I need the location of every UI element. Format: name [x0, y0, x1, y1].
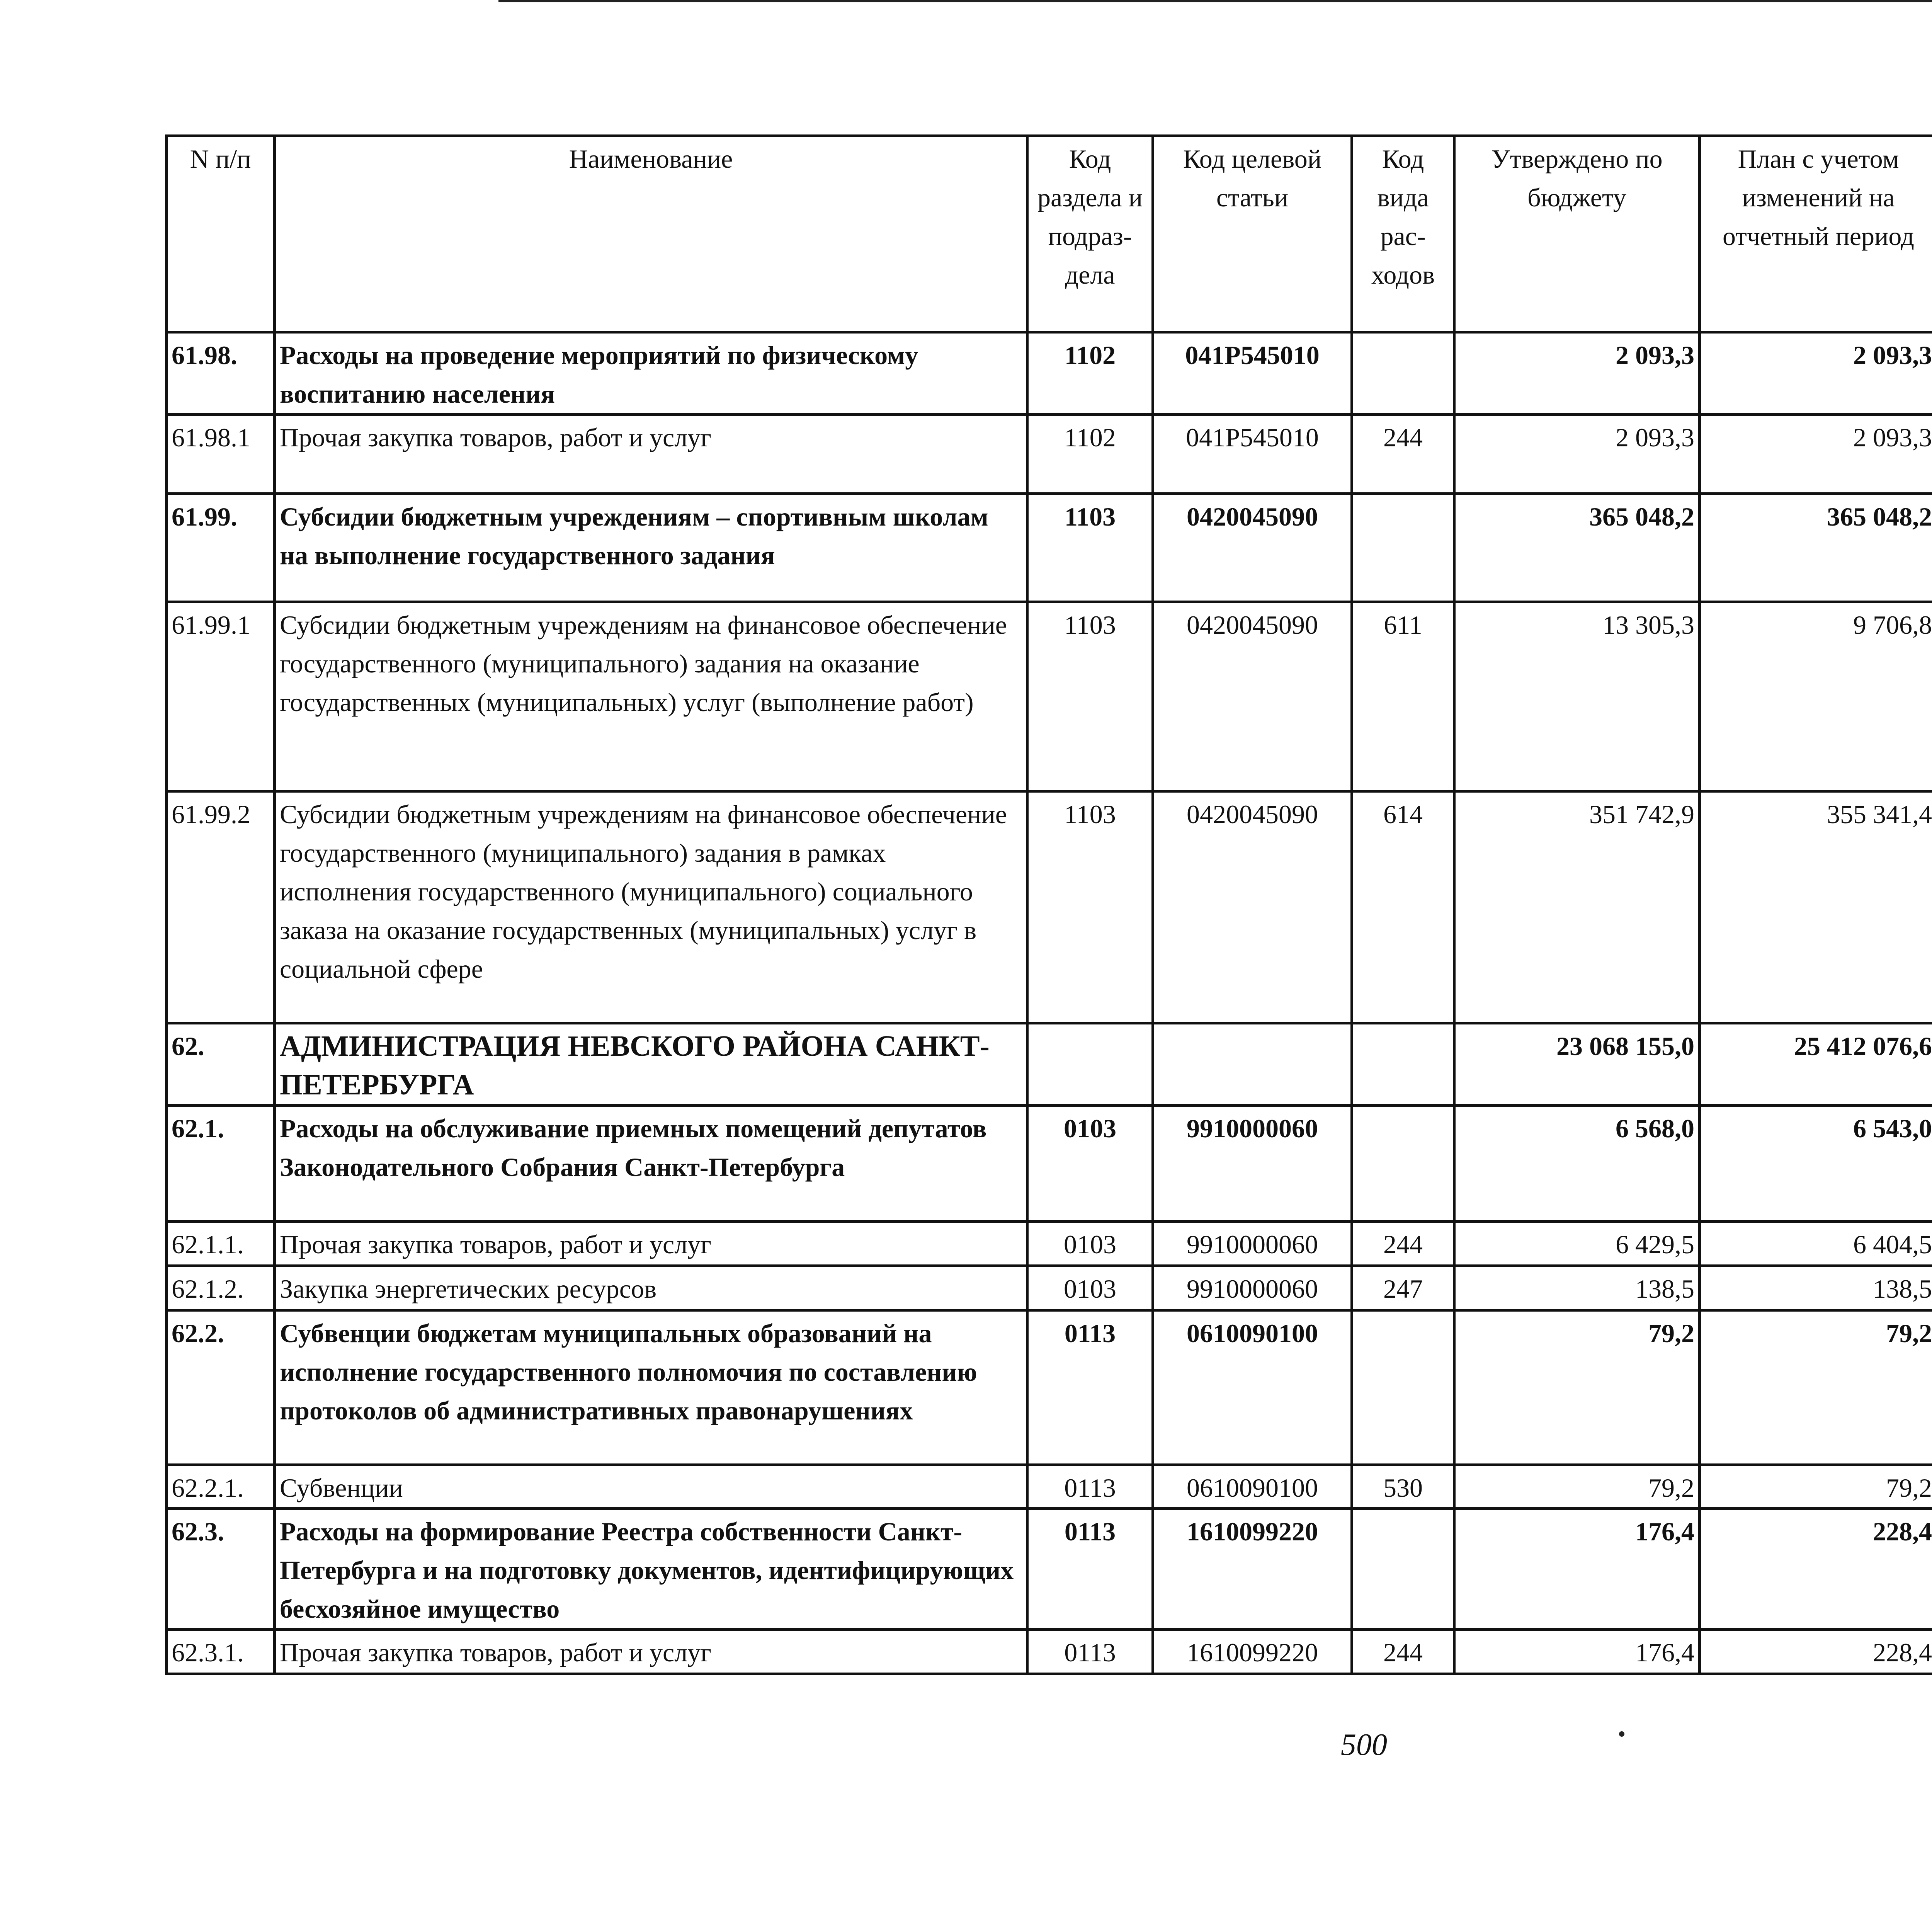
- header-num: N п/п: [167, 136, 275, 332]
- row-section-code: 0113: [1027, 1310, 1153, 1465]
- row-target-code: [1153, 1023, 1352, 1106]
- row-approved: 176,4: [1454, 1630, 1700, 1674]
- row-approved: 79,2: [1454, 1310, 1700, 1465]
- table-row: [167, 332, 1932, 415]
- row-num: 62.1.1.: [167, 1222, 275, 1266]
- table-row: [167, 415, 1932, 494]
- row-plan: 355 341,4: [1700, 791, 1932, 1023]
- row-name: Прочая закупка товаров, работ и услуг: [275, 1630, 1027, 1674]
- header-expense-type-code: Код вида рас- ходов: [1352, 136, 1454, 332]
- row-section-code: [1027, 1023, 1153, 1106]
- table-row: [167, 1106, 1932, 1222]
- row-target-code: 041Р545010: [1153, 415, 1352, 494]
- row-name: Субсидии бюджетным учреждениям на финансовое обеспечение государственного (муниципального) задания в рамках исполнения государственного (муниципального) социального заказа на оказание государственных (муниципальных) услуг в социальной сфере: [275, 791, 1027, 1023]
- row-num: 62.3.: [167, 1509, 275, 1630]
- row-name: Прочая закупка товаров, работ и услуг: [275, 1222, 1027, 1266]
- row-plan: 365 048,2: [1700, 494, 1932, 602]
- row-section-code: 1103: [1027, 494, 1153, 602]
- row-name: АДМИНИСТРАЦИЯ НЕВСКОГО РАЙОНА САНКТ-ПЕТЕРБУРГА: [275, 1023, 1027, 1106]
- budget-execution-table: [165, 134, 1932, 1675]
- row-approved: 365 048,2: [1454, 494, 1700, 602]
- table-row: [167, 1023, 1932, 1106]
- row-plan: 2 093,3: [1700, 415, 1932, 494]
- row-plan: 9 706,8: [1700, 602, 1932, 791]
- row-approved: 6 429,5: [1454, 1222, 1700, 1266]
- header-section-code: Код раздела и подраз- дела: [1027, 136, 1153, 332]
- row-name: Субвенции: [275, 1465, 1027, 1509]
- row-target-code: 0420045090: [1153, 494, 1352, 602]
- row-plan: 2 093,3: [1700, 332, 1932, 415]
- table-row: [167, 1310, 1932, 1465]
- row-section-code: 1102: [1027, 332, 1153, 415]
- row-plan: 138,5: [1700, 1266, 1932, 1310]
- row-num: 62.2.1.: [167, 1465, 275, 1509]
- row-approved: 176,4: [1454, 1509, 1700, 1630]
- row-target-code: 9910000060: [1153, 1106, 1352, 1222]
- row-approved: 6 568,0: [1454, 1106, 1700, 1222]
- row-section-code: 0113: [1027, 1509, 1153, 1630]
- table-row: [167, 602, 1932, 791]
- top-rule: [498, 0, 1932, 2]
- row-name: Прочая закупка товаров, работ и услуг: [275, 415, 1027, 494]
- row-expense-type-code: [1352, 1509, 1454, 1630]
- row-expense-type-code: [1352, 1106, 1454, 1222]
- row-name: Субсидии бюджетным учреждениям на финансовое обеспечение государственного (муниципального) задания на оказание государственных (муниципальных) услуг (выполнение работ): [275, 602, 1027, 791]
- row-target-code: 041Р545010: [1153, 332, 1352, 415]
- table-row: [167, 1509, 1932, 1630]
- row-plan: 25 412 076,6: [1700, 1023, 1932, 1106]
- row-num: 62.: [167, 1023, 275, 1106]
- table-row: [167, 791, 1932, 1023]
- table-row: [167, 1222, 1932, 1266]
- row-expense-type-code: 614: [1352, 791, 1454, 1023]
- row-expense-type-code: 244: [1352, 1630, 1454, 1674]
- row-num: 61.98.1: [167, 415, 275, 494]
- row-expense-type-code: 530: [1352, 1465, 1454, 1509]
- row-approved: 13 305,3: [1454, 602, 1700, 791]
- row-approved: 138,5: [1454, 1266, 1700, 1310]
- page-number: 500: [1341, 1728, 1387, 1762]
- row-expense-type-code: 244: [1352, 415, 1454, 494]
- row-expense-type-code: [1352, 494, 1454, 602]
- row-plan: 228,4: [1700, 1630, 1932, 1674]
- row-plan: 6 404,5: [1700, 1222, 1932, 1266]
- row-target-code: 0420045090: [1153, 791, 1352, 1023]
- header-name: Наименование: [275, 136, 1027, 332]
- row-num: 62.3.1.: [167, 1630, 275, 1674]
- row-section-code: 1103: [1027, 791, 1153, 1023]
- row-name: Расходы на обслуживание приемных помещений депутатов Законодательного Собрания Санкт-Петербурга: [275, 1106, 1027, 1222]
- row-plan: 79,2: [1700, 1310, 1932, 1465]
- row-expense-type-code: 247: [1352, 1266, 1454, 1310]
- table-row: [167, 494, 1932, 602]
- row-num: 61.99.2: [167, 791, 275, 1023]
- row-expense-type-code: 611: [1352, 602, 1454, 791]
- row-expense-type-code: 244: [1352, 1222, 1454, 1266]
- row-num: 62.1.2.: [167, 1266, 275, 1310]
- row-expense-type-code: [1352, 332, 1454, 415]
- row-target-code: 9910000060: [1153, 1222, 1352, 1266]
- row-name: Расходы на проведение мероприятий по физическому воспитанию населения: [275, 332, 1027, 415]
- row-plan: 79,2: [1700, 1465, 1932, 1509]
- row-approved: 2 093,3: [1454, 332, 1700, 415]
- row-name: Субсидии бюджетным учреждениям – спортивным школам на выполнение государственного задания: [275, 494, 1027, 602]
- row-section-code: 0113: [1027, 1630, 1153, 1674]
- row-expense-type-code: [1352, 1023, 1454, 1106]
- row-num: 62.2.: [167, 1310, 275, 1465]
- row-section-code: 0103: [1027, 1106, 1153, 1222]
- row-num: 61.99.1: [167, 602, 275, 791]
- row-num: 61.98.: [167, 332, 275, 415]
- row-name: Расходы на формирование Реестра собственности Санкт-Петербурга и на подготовку документов, идентифицирующих бесхозяйное имущество: [275, 1509, 1027, 1630]
- row-target-code: 1610099220: [1153, 1509, 1352, 1630]
- row-approved: 351 742,9: [1454, 791, 1700, 1023]
- table-row: [167, 1266, 1932, 1310]
- row-num: 62.1.: [167, 1106, 275, 1222]
- header-plan: План с учетом изменений на отчетный период: [1700, 136, 1932, 332]
- row-approved: 2 093,3: [1454, 415, 1700, 494]
- row-plan: 6 543,0: [1700, 1106, 1932, 1222]
- row-target-code: 9910000060: [1153, 1266, 1352, 1310]
- row-approved: 23 068 155,0: [1454, 1023, 1700, 1106]
- scan-speck: [1619, 1731, 1624, 1737]
- row-section-code: 1102: [1027, 415, 1153, 494]
- row-target-code: 0610090100: [1153, 1465, 1352, 1509]
- table-row: [167, 1630, 1932, 1674]
- table-row: [167, 1465, 1932, 1509]
- row-approved: 79,2: [1454, 1465, 1700, 1509]
- row-section-code: 0103: [1027, 1222, 1153, 1266]
- row-expense-type-code: [1352, 1310, 1454, 1465]
- row-section-code: 0103: [1027, 1266, 1153, 1310]
- row-num: 61.99.: [167, 494, 275, 602]
- row-target-code: 0610090100: [1153, 1310, 1352, 1465]
- row-target-code: 0420045090: [1153, 602, 1352, 791]
- row-target-code: 1610099220: [1153, 1630, 1352, 1674]
- row-name: Субвенции бюджетам муниципальных образований на исполнение государственного полномочия по составлению протоколов об административных правонарушениях: [275, 1310, 1027, 1465]
- header-target-code: Код целевой статьи: [1153, 136, 1352, 332]
- header-approved: Утверждено по бюджету: [1454, 136, 1700, 332]
- row-name: Закупка энергетических ресурсов: [275, 1266, 1027, 1310]
- row-section-code: 0113: [1027, 1465, 1153, 1509]
- row-plan: 228,4: [1700, 1509, 1932, 1630]
- row-section-code: 1103: [1027, 602, 1153, 791]
